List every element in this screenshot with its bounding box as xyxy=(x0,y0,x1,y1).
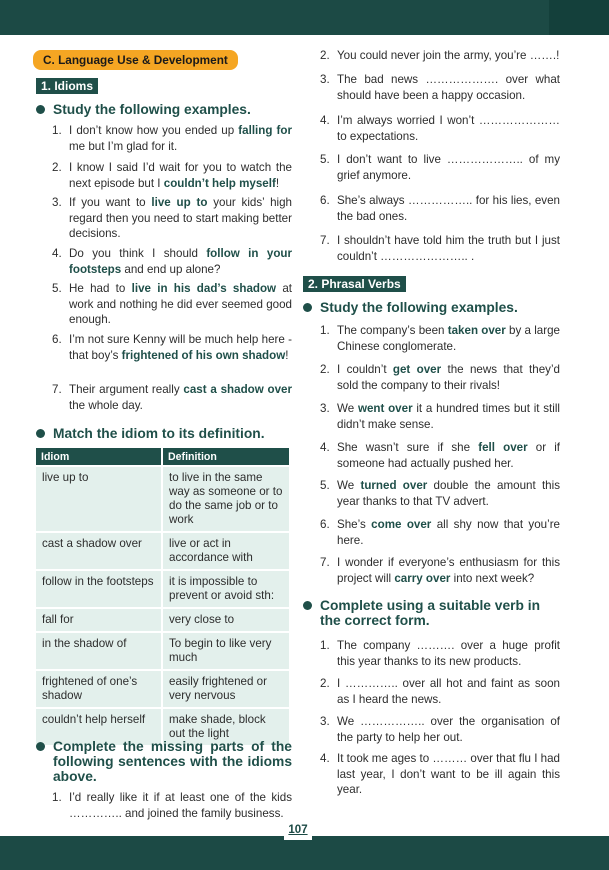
idiom-cell: follow in the footsteps xyxy=(36,570,162,608)
phrasal-examples-heading: Study the following examples. xyxy=(303,300,560,315)
table-row xyxy=(36,570,290,608)
table-header-row xyxy=(36,448,290,466)
table-header-definition: Definition xyxy=(162,448,290,466)
definition-cell: to live in the same way as someone or to do the same job or to work xyxy=(162,466,290,532)
top-banner-accent xyxy=(549,0,609,35)
phrasal-example: 7. I wonder if everyone’s enthusiasm for this project will carry over into next week? xyxy=(320,556,560,585)
idiom-exercise: 4. I’m always worried I won’t ………………… to expectations. xyxy=(320,114,560,143)
definition-cell: very close to xyxy=(162,608,290,632)
idioms-examples-heading: Study the following examples. xyxy=(36,102,292,117)
table-row xyxy=(36,608,290,632)
bullet-dot xyxy=(303,601,312,610)
definition-cell: To begin to like very much xyxy=(162,632,290,670)
idiom-exercise: 5. I don’t want to live ……………….. of my grief anymore. xyxy=(320,153,560,182)
definition-cell: easily frightened or very nervous xyxy=(162,670,290,708)
phrasal-example: 2. I couldn’t get over the news that they’d sold the company to their rivals! xyxy=(320,363,560,392)
complete-idioms-heading: Complete the missing parts of the following sentences with the idioms above. xyxy=(36,739,292,784)
bullet-dot xyxy=(36,742,45,751)
idiom-cell: in the shadow of xyxy=(36,632,162,670)
idiom-cell: live up to xyxy=(36,466,162,532)
idiom-example: 4. Do you think I should follow in your footsteps and end up alone? xyxy=(52,247,292,276)
bottom-banner xyxy=(0,836,609,870)
bullet-dot xyxy=(303,303,312,312)
match-heading: Match the idiom to its definition. xyxy=(36,426,292,441)
table-row xyxy=(36,670,290,708)
idiom-example: 1. I don’t know how you ended up falling for me but I’m glad for it. xyxy=(52,124,292,153)
phrasal-example: 4. She wasn’t sure if she fell over or if someone had actually pushed her. xyxy=(320,441,561,470)
idiom-exercise: 7. I shouldn’t have told him the truth but I just couldn’t ………………….. . xyxy=(320,234,560,263)
table-header-idiom: Idiom xyxy=(36,448,162,466)
phrasal-example: 1. The company’s been taken over by a large Chinese conglomerate. xyxy=(320,324,560,353)
definition-cell: live or act in accordance with xyxy=(162,532,290,570)
idiom-cell: fall for xyxy=(36,608,162,632)
bullet-dot xyxy=(36,429,45,438)
phrasal-exercise: 1. The company ………. over a huge profit this year thanks to its new products. xyxy=(320,639,560,668)
idioms-tag: 1. Idioms xyxy=(36,78,98,94)
definition-cell: it is impossible to prevent or avoid sth: xyxy=(162,570,290,608)
phrasal-exercise: 2. I ………….. over all hot and faint as soon as I heard the news. xyxy=(320,677,560,706)
phrasal-example: 5. We turned over double the amount this year thanks to that TV advert. xyxy=(320,479,560,508)
idiom-exercise: 1. I’d really like it if at least one of the kids ………….. and joined the family business. xyxy=(52,791,292,820)
phrasal-exercise: 4. It took me ages to ……… over that flu I had last year, I don’t want to be ill again this year. xyxy=(320,752,560,797)
phrasal-example: 3. We went over it a hundred times but it still didn’t make sense. xyxy=(320,402,560,431)
idiom-example: 5. He had to live in his dad’s shadow at work and nothing he did ever seemed good enough. xyxy=(52,282,293,327)
idiom-exercise: 6. She’s always …………….. for his lies, even the bad ones. xyxy=(320,194,560,223)
idiom-exercise: 2. You could never join the army, you’re …….! xyxy=(320,49,560,62)
phrasal-example: 6. She’s come over all shy now that you’re here. xyxy=(320,518,561,547)
idiom-example: 2. I know I said I’d wait for you to watch the next episode but I couldn’t help myself! xyxy=(52,161,292,190)
phrasal-verbs-tag: 2. Phrasal Verbs xyxy=(303,276,406,292)
idiom-example: 3. If you want to live up to your kids’ high regard then you need to start making better decisions. xyxy=(52,196,293,241)
idiom-cell: frightened of one’s shadow xyxy=(36,670,162,708)
idiom-example: 7. Their argument really cast a shadow over the whole day. xyxy=(52,383,293,412)
idioms-table xyxy=(36,448,291,745)
table-row xyxy=(36,532,290,570)
idiom-exercise: 3. The bad news ………………. over what should have been a happy occasion. xyxy=(320,73,560,102)
bullet-dot xyxy=(36,105,45,114)
phrasal-complete-heading: Complete using a suitable verb in the correct form. xyxy=(303,598,560,628)
phrasal-exercise: 3. We …………….. over the organisation of the party to help her out. xyxy=(320,715,560,744)
page-number: 107 xyxy=(284,820,312,840)
definition-cell: make shade, block out the light xyxy=(162,708,290,745)
idiom-cell: cast a shadow over xyxy=(36,532,162,570)
top-banner xyxy=(0,0,609,35)
section-label: C. Language Use & Development xyxy=(33,50,238,70)
table-row xyxy=(36,466,290,532)
table-row xyxy=(36,632,290,670)
idiom-cell: couldn’t help herself xyxy=(36,708,162,745)
idiom-example: 6. I’m not sure Kenny will be much help here - that boy’s frightened of his own shadow! xyxy=(52,333,292,362)
